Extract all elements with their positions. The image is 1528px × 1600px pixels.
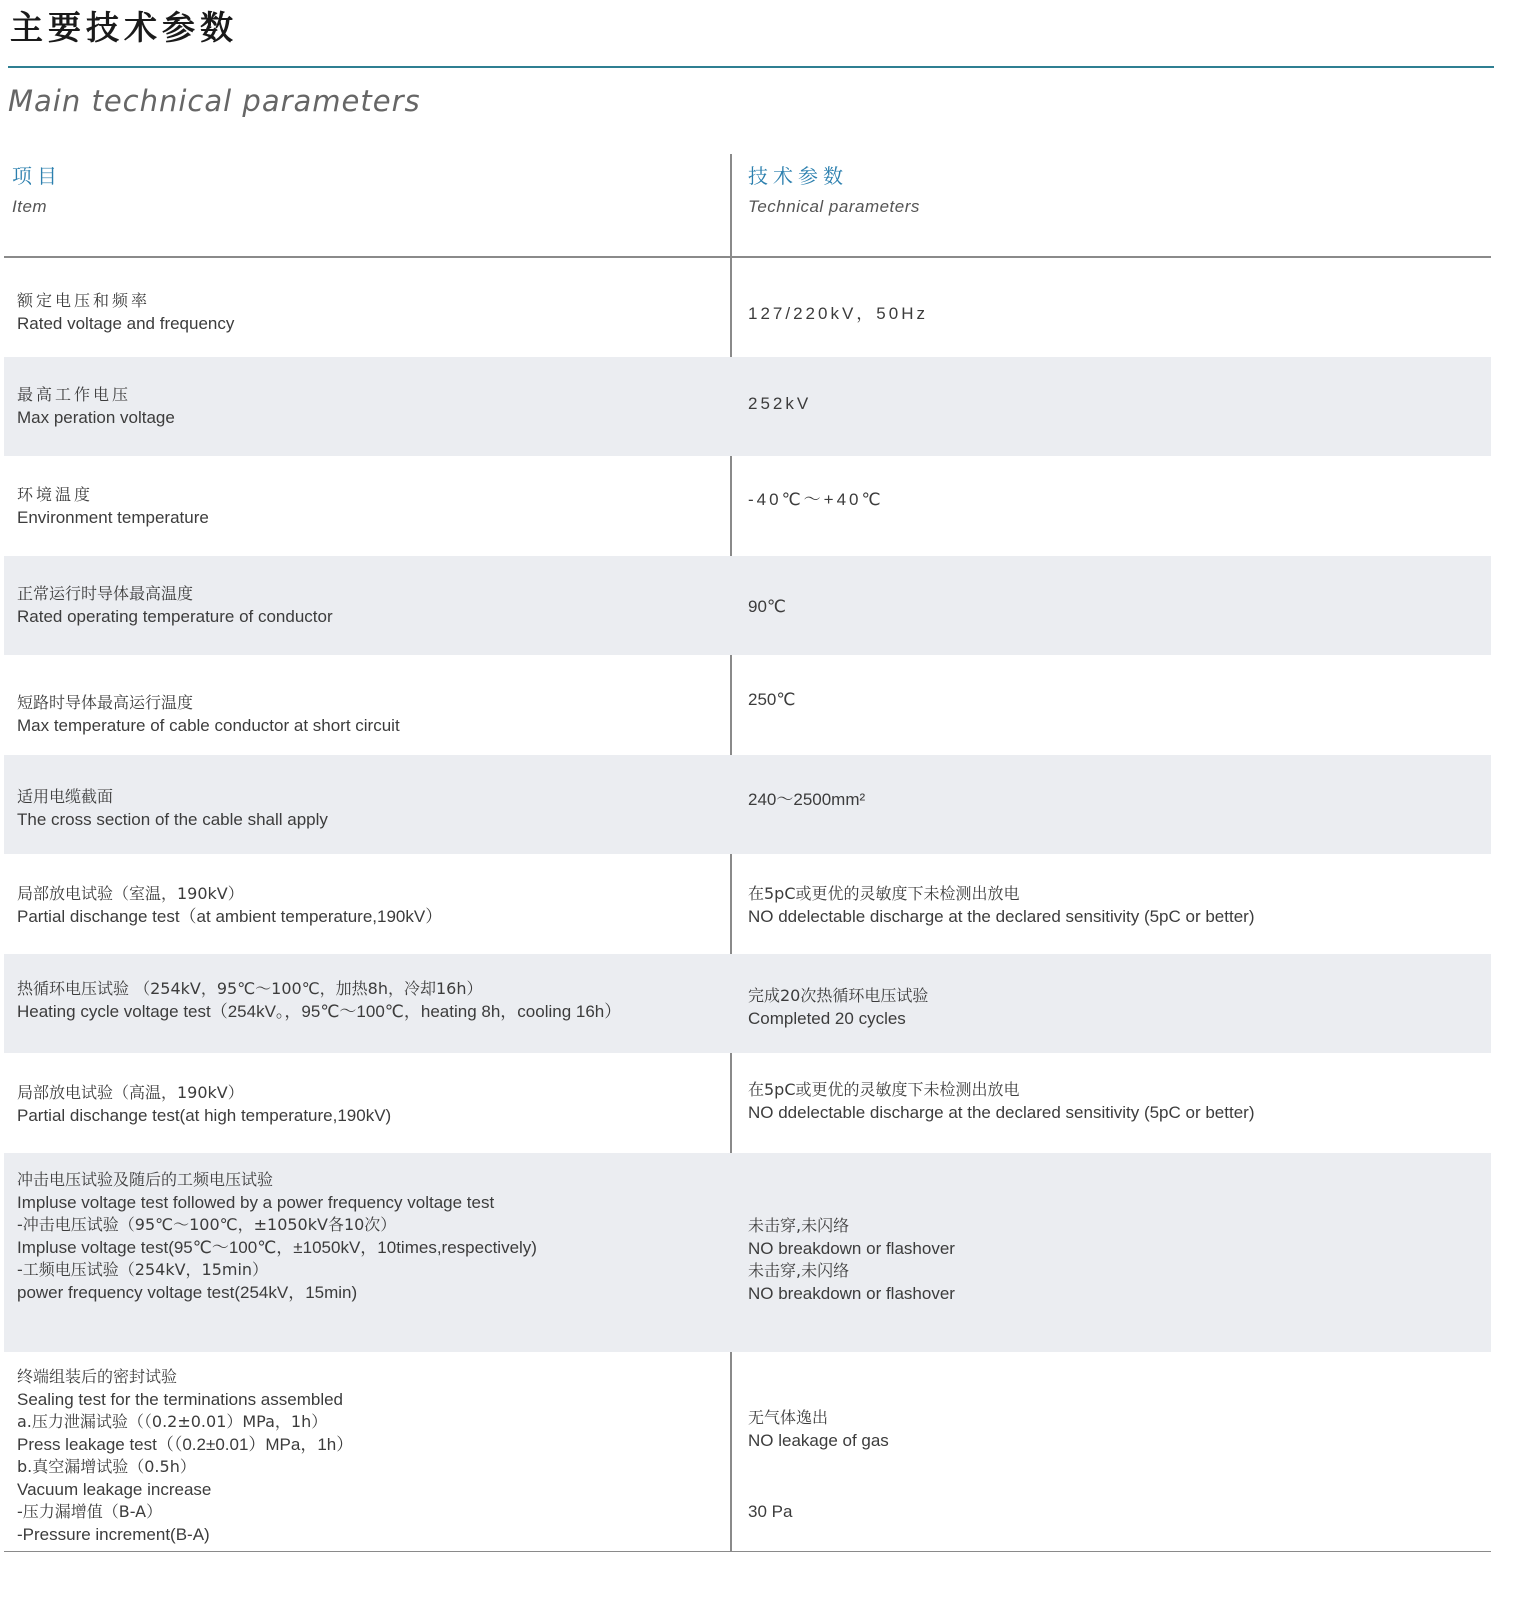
header-param bbox=[748, 160, 920, 217]
param-line: -40℃～+40℃ bbox=[748, 490, 884, 509]
row-param bbox=[748, 985, 928, 1030]
row-param bbox=[748, 1215, 955, 1305]
row-item bbox=[17, 786, 328, 831]
item-line: The cross section of the cable shall apply bbox=[17, 809, 328, 829]
table-row bbox=[4, 755, 1491, 854]
table-row bbox=[4, 1352, 1491, 1552]
item-line: Rated operating temperature of conductor bbox=[17, 606, 333, 626]
table-row bbox=[4, 954, 1491, 1053]
row-param bbox=[748, 883, 1254, 928]
table-row bbox=[4, 854, 1491, 954]
table-row bbox=[4, 1053, 1491, 1153]
param-line: 250℃ bbox=[748, 690, 796, 709]
table-row bbox=[4, 357, 1491, 456]
item-line: Impluse voltage test followed by a power frequency voltage test bbox=[17, 1192, 495, 1212]
item-line: 局部放电试验（高温，190kV） bbox=[17, 1083, 244, 1102]
item-line: 正常运行时导体最高温度 bbox=[17, 584, 194, 603]
item-line: 最高工作电压 bbox=[17, 385, 132, 404]
item-line: Press leakage test（（0.2±0.01）MPa，1h） bbox=[17, 1434, 354, 1454]
item-line: Environment temperature bbox=[17, 507, 209, 527]
param-line: 在5pC或更优的灵敏度下未检测出放电 bbox=[748, 884, 1020, 903]
row-param bbox=[748, 789, 865, 812]
param-line: 252kV bbox=[748, 394, 812, 413]
row-param bbox=[748, 1079, 1254, 1124]
param-line: NO leakage of gas bbox=[748, 1430, 889, 1450]
item-line: 环境温度 bbox=[17, 485, 94, 504]
item-line: -压力漏增值（B-A） bbox=[17, 1502, 163, 1521]
param-line: 未击穿,未闪络 bbox=[748, 1261, 850, 1280]
page-title-cn: 主要技术参数 bbox=[10, 8, 238, 47]
item-line: a.压力泄漏试验（（0.2±0.01）MPa，1h） bbox=[17, 1412, 328, 1431]
param-line: NO breakdown or flashover bbox=[748, 1283, 955, 1303]
item-line: -工频电压试验（254kV，15min） bbox=[17, 1260, 269, 1279]
row-param bbox=[748, 489, 884, 512]
param-line: 30 Pa bbox=[748, 1502, 793, 1521]
title-divider bbox=[8, 66, 1494, 68]
item-line: Heating cycle voltage test（254kV。，95℃～100℃，heating 8h，cooling 16h） bbox=[17, 1001, 622, 1021]
row-item bbox=[17, 290, 234, 335]
item-line: -Pressure increment(B-A) bbox=[17, 1524, 210, 1544]
param-line: 无气体逸出 bbox=[748, 1408, 829, 1427]
row-item bbox=[17, 484, 209, 529]
item-line: 适用电缆截面 bbox=[17, 787, 114, 806]
header-item bbox=[12, 160, 62, 217]
table-row bbox=[4, 456, 1491, 556]
row-item bbox=[17, 692, 400, 737]
item-line: Sealing test for the terminations assembled bbox=[17, 1389, 344, 1409]
parameters-table bbox=[4, 154, 1491, 1552]
item-line: 额定电压和频率 bbox=[17, 291, 151, 310]
item-line: Max temperature of cable conductor at short circuit bbox=[17, 715, 400, 735]
row-item bbox=[17, 1366, 353, 1546]
header-item-en: Item bbox=[12, 197, 48, 216]
item-line: b.真空漏增试验（0.5h） bbox=[17, 1457, 196, 1476]
header-item-cn: 项目 bbox=[12, 164, 62, 188]
param-line: 127/220kV，50Hz bbox=[748, 304, 928, 323]
header-param-en: Technical parameters bbox=[748, 197, 920, 216]
table-row bbox=[4, 1153, 1491, 1352]
row-item bbox=[17, 1169, 537, 1304]
table-row bbox=[4, 655, 1491, 755]
row-param bbox=[748, 303, 928, 326]
item-line: power frequency voltage test(254kV，15min) bbox=[17, 1282, 358, 1302]
item-line: 短路时导体最高运行温度 bbox=[17, 693, 194, 712]
param-line: NO breakdown or flashover bbox=[748, 1238, 955, 1258]
param-line: NO ddelectable discharge at the declared sensitivity (5pC or better) bbox=[748, 1102, 1255, 1122]
item-line: -冲击电压试验（95℃～100℃，±1050kV各10次） bbox=[17, 1215, 397, 1234]
param-line: 未击穿,未闪络 bbox=[748, 1216, 850, 1235]
item-line: 终端组装后的密封试验 bbox=[17, 1367, 178, 1386]
row-param bbox=[748, 689, 795, 712]
page-title-en: Main technical parameters bbox=[8, 84, 421, 118]
row-item bbox=[17, 384, 175, 429]
header-param-cn: 技术参数 bbox=[748, 164, 848, 188]
row-item bbox=[17, 583, 333, 628]
table-header bbox=[4, 154, 1491, 258]
item-line: Rated voltage and frequency bbox=[17, 313, 235, 333]
item-line: 冲击电压试验及随后的工频电压试验 bbox=[17, 1170, 274, 1189]
table-row bbox=[4, 258, 1491, 357]
param-line: 90℃ bbox=[748, 597, 787, 616]
row-param bbox=[748, 1407, 889, 1524]
item-line: Max peration voltage bbox=[17, 407, 175, 427]
param-line: NO ddelectable discharge at the declared sensitivity (5pC or better) bbox=[748, 906, 1255, 926]
param-line: 240～2500mm² bbox=[748, 790, 866, 809]
row-item bbox=[17, 978, 621, 1023]
row-param bbox=[748, 393, 811, 416]
item-line: Partial dischange test(at high temperature,190kV) bbox=[17, 1105, 392, 1125]
row-item bbox=[17, 883, 442, 928]
item-line: 局部放电试验（室温，190kV） bbox=[17, 884, 244, 903]
row-param bbox=[748, 596, 786, 619]
param-line: 完成20次热循环电压试验 bbox=[748, 986, 929, 1005]
param-line: Completed 20 cycles bbox=[748, 1008, 906, 1028]
param-line: 在5pC或更优的灵敏度下未检测出放电 bbox=[748, 1080, 1020, 1099]
item-line: Impluse voltage test(95℃～100℃，±1050kV，10times,respectively) bbox=[17, 1237, 537, 1257]
table-row bbox=[4, 556, 1491, 655]
item-line: 热循环电压试验 （254kV，95℃～100℃，加热8h，冷却16h） bbox=[17, 979, 483, 998]
table-bottom-rule bbox=[4, 1551, 1491, 1552]
item-line: Partial dischange test（at ambient temperature,190kV） bbox=[17, 906, 443, 926]
row-item bbox=[17, 1082, 391, 1127]
item-line: Vacuum leakage increase bbox=[17, 1479, 212, 1499]
